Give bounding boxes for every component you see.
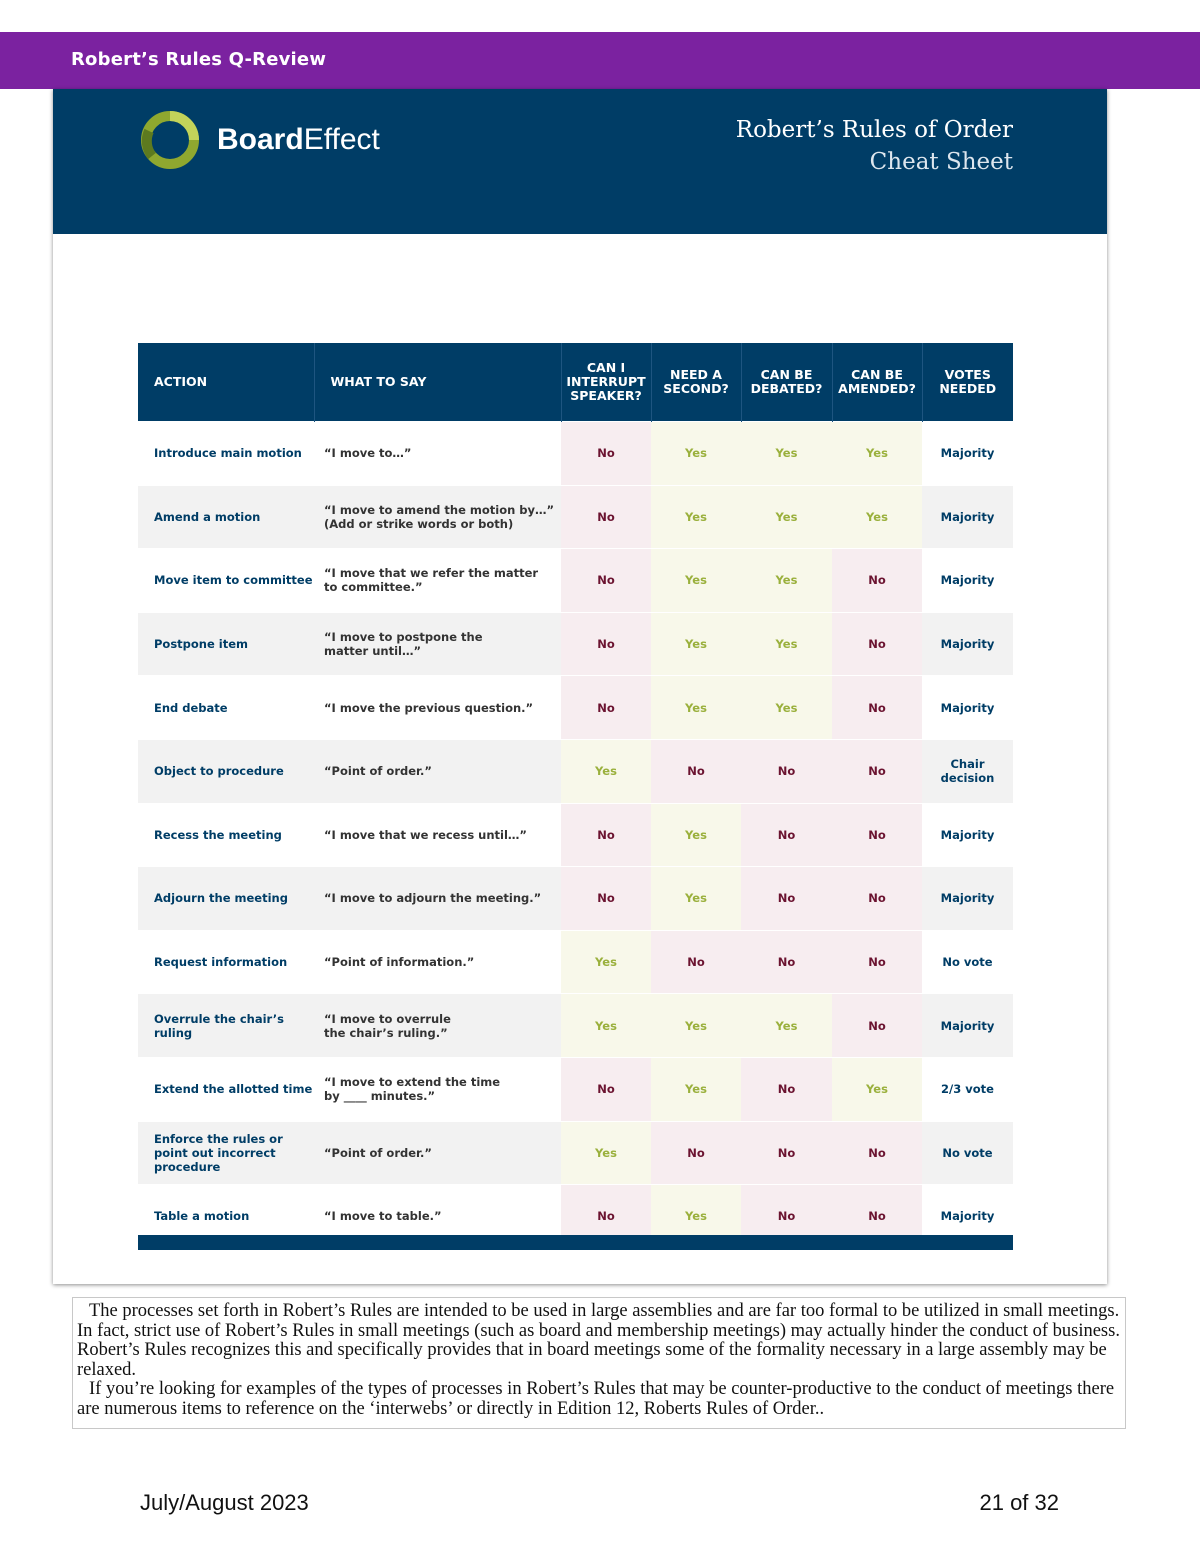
cell-action: Recess the meeting [138,803,314,867]
cell-debated: Yes [741,485,832,549]
boardeffect-logo-text: BoardEffect [217,123,380,156]
cell-amended: No [832,867,922,931]
cell-debated: No [741,1057,832,1121]
cell-say: “I move that we refer the matter to committee.” [314,549,561,613]
cell-amended: No [832,1121,922,1185]
table-row [138,803,1013,867]
sheet-header [53,89,1107,234]
cell-debated: No [741,1185,832,1248]
cell-second: Yes [651,612,741,676]
table-row [138,739,1013,803]
cell-interrupt: No [561,803,651,867]
cell-interrupt: No [561,676,651,740]
cell-debated: No [741,867,832,931]
cell-second: Yes [651,549,741,613]
column-header: VOTES NEEDED [922,343,1013,422]
cell-action: Table a motion [138,1185,314,1248]
cell-interrupt: No [561,612,651,676]
cell-amended: No [832,930,922,994]
cell-amended: No [832,612,922,676]
cell-votes: Majority [922,1185,1013,1248]
cell-action: Postpone item [138,612,314,676]
cell-interrupt: No [561,422,651,486]
cell-debated: Yes [741,994,832,1058]
cell-votes: Majority [922,803,1013,867]
cell-interrupt: Yes [561,739,651,803]
cell-say: “Point of order.” [314,739,561,803]
cell-amended: No [832,994,922,1058]
footer-date: July/August 2023 [140,1490,309,1515]
cell-amended: Yes [832,485,922,549]
table-row [138,1057,1013,1121]
notes-paragraph-2: If you’re looking for examples of the types of processes in Robert’s Rules that may be counter-productive to the conduct of meetings there are numerous items to reference on the ‘interwebs’ or directly in Edition 12, Roberts Rules of Order.. [77,1379,1115,1419]
cell-amended: Yes [832,422,922,486]
table-row [138,1121,1013,1185]
sheet-title: Robert’s Rules of Order [735,117,1013,143]
cell-interrupt: Yes [561,1121,651,1185]
cell-debated: Yes [741,612,832,676]
column-header: CAN BE AMENDED? [832,343,922,422]
table-row [138,676,1013,740]
boardeffect-logo-icon [139,109,201,171]
cheat-sheet-image [53,89,1107,1284]
cell-second: Yes [651,676,741,740]
cell-debated: Yes [741,422,832,486]
cell-votes: Majority [922,549,1013,613]
sheet-title-block [736,114,1013,178]
cell-second: Yes [651,1185,741,1248]
cell-interrupt: No [561,549,651,613]
cell-votes: Majority [922,422,1013,486]
sheet-subtitle: Cheat Sheet [869,149,1013,175]
cell-amended: Yes [832,1057,922,1121]
cell-debated: Yes [741,549,832,613]
cell-say: “I move to extend the time by ____ minutes.” [314,1057,561,1121]
publication-title: Robert’s Rules Q-Review [71,49,327,70]
cell-votes: Chair decision [922,739,1013,803]
cell-interrupt: No [561,1057,651,1121]
column-header: WHAT TO SAY [314,343,561,422]
cell-action: Introduce main motion [138,422,314,486]
cell-say: “I move to postpone the matter until…” [314,612,561,676]
notes-paragraph-1: The processes set forth in Robert’s Rules are intended to be used in large assemblies and are far too formal to be utilized in small meetings. In fact, strict use of Robert’s Rules in small meetings (such as board and membership meetings) may actually hinder the conduct of business. Robert’s Rules recognizes this and specifically provides that in board meetings some of the formality necessary in a large assembly may be relaxed. [77,1301,1120,1380]
cell-say: “I move to amend the motion by…” (Add or strike words or both) [314,485,561,549]
cell-say: “Point of information.” [314,930,561,994]
cell-say: “I move to adjourn the meeting.” [314,867,561,931]
cell-debated: No [741,739,832,803]
cell-amended: No [832,803,922,867]
cell-interrupt: Yes [561,930,651,994]
cell-action: Move item to committee [138,549,314,613]
cell-votes: 2/3 vote [922,1057,1013,1121]
cell-amended: No [832,676,922,740]
cell-votes: Majority [922,485,1013,549]
cell-action: Object to procedure [138,739,314,803]
cell-action: Adjourn the meeting [138,867,314,931]
cell-second: No [651,1121,741,1185]
rules-table [138,343,1013,1248]
cell-votes: Majority [922,676,1013,740]
cell-interrupt: No [561,867,651,931]
cell-action: Amend a motion [138,485,314,549]
cell-second: Yes [651,994,741,1058]
cell-second: No [651,930,741,994]
column-header: CAN I INTERRUPT SPEAKER? [561,343,651,422]
cell-second: Yes [651,867,741,931]
column-header: CAN BE DEBATED? [741,343,832,422]
table-footer-bar [138,1235,1013,1250]
cell-action: Overrule the chair’s ruling [138,994,314,1058]
cell-debated: No [741,803,832,867]
cell-action: End debate [138,676,314,740]
cell-say: “I move that we recess until…” [314,803,561,867]
cell-votes: No vote [922,1121,1013,1185]
cell-amended: No [832,739,922,803]
cell-second: Yes [651,1057,741,1121]
table-row [138,930,1013,994]
top-banner [0,32,1200,89]
table-row [138,994,1013,1058]
cell-debated: Yes [741,676,832,740]
cell-say: “I move to overrule the chair’s ruling.” [314,994,561,1058]
table-row [138,485,1013,549]
cell-second: Yes [651,803,741,867]
table-header-row [138,343,1013,422]
cell-amended: No [832,1185,922,1248]
table-row [138,549,1013,613]
cell-interrupt: No [561,1185,651,1248]
cell-amended: No [832,549,922,613]
table-row [138,867,1013,931]
cell-debated: No [741,930,832,994]
footer-page-number: 21 of 32 [979,1490,1059,1515]
table-row [138,612,1013,676]
table-body [138,422,1013,1248]
cell-action: Enforce the rules or point out incorrect procedure [138,1121,314,1185]
cell-votes: Majority [922,867,1013,931]
cell-interrupt: Yes [561,994,651,1058]
cell-action: Request information [138,930,314,994]
cell-votes: No vote [922,930,1013,994]
cell-votes: Majority [922,994,1013,1058]
column-header: ACTION [138,343,314,422]
cell-interrupt: No [561,485,651,549]
cell-say: “I move to table.” [314,1185,561,1248]
cell-votes: Majority [922,612,1013,676]
cell-say: “I move to…” [314,422,561,486]
cell-second: Yes [651,485,741,549]
cell-second: Yes [651,422,741,486]
notes-box [72,1297,1126,1429]
cell-second: No [651,739,741,803]
cell-say: “Point of order.” [314,1121,561,1185]
table-row [138,422,1013,486]
cell-debated: No [741,1121,832,1185]
cell-action: Extend the allotted time [138,1057,314,1121]
column-header: NEED A SECOND? [651,343,741,422]
cell-say: “I move the previous question.” [314,676,561,740]
